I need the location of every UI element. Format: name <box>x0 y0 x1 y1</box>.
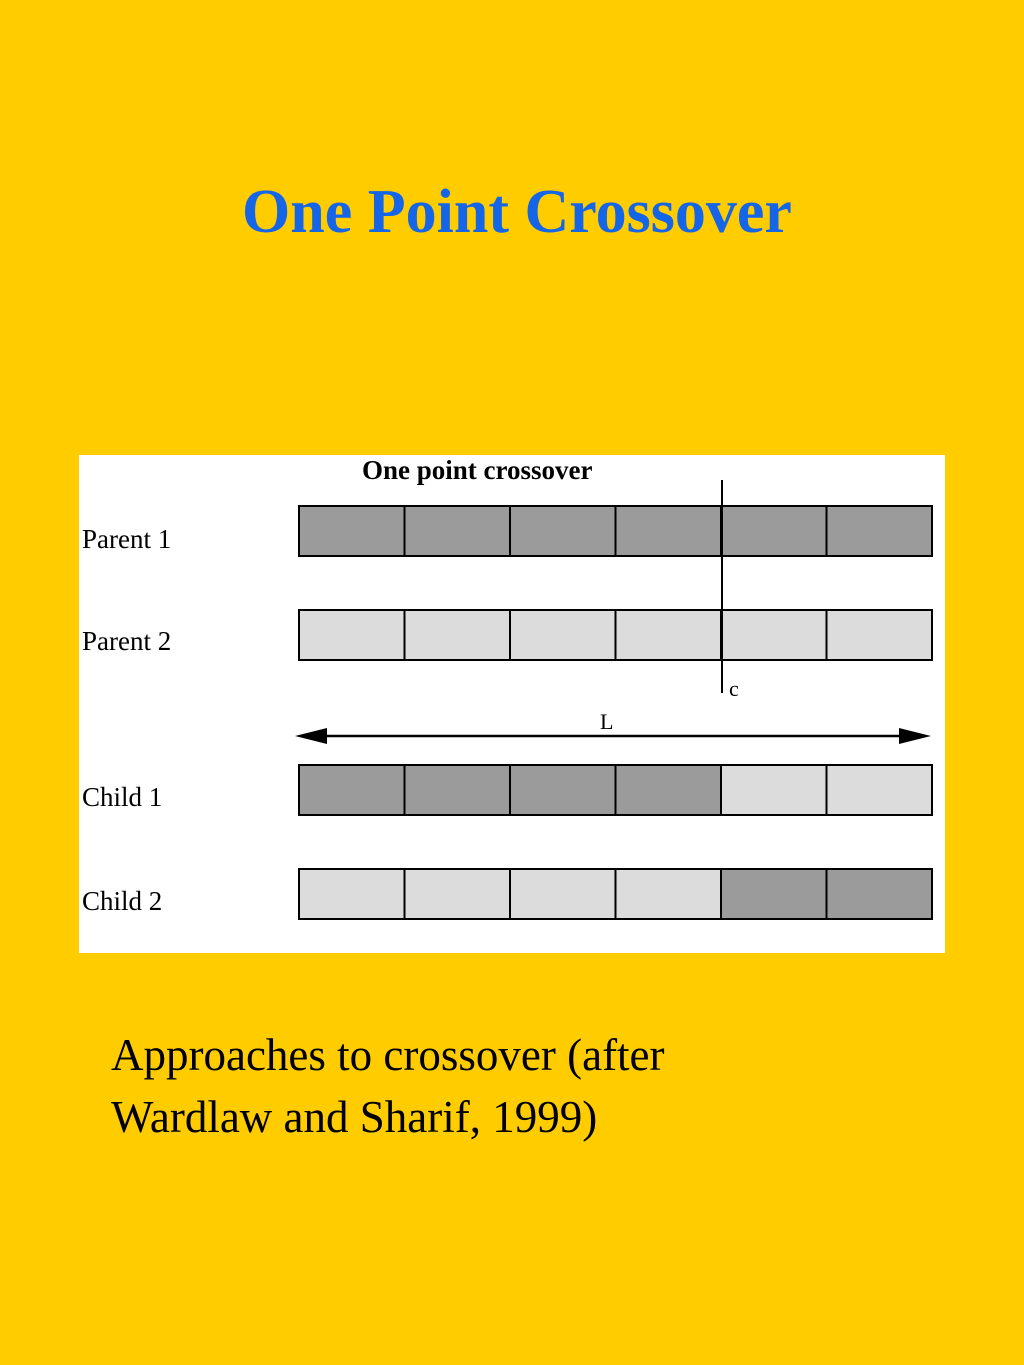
parent-2-gene-1 <box>299 610 405 660</box>
caption-line-1: Approaches to crossover (after <box>111 1030 665 1080</box>
parent-1-gene-6 <box>827 506 933 556</box>
child-1-gene-5 <box>721 765 827 815</box>
row-label-child-1: Child 1 <box>82 782 163 812</box>
parent-1-gene-5 <box>721 506 827 556</box>
crossover-diagram <box>79 455 945 953</box>
length-arrow-right-head <box>899 728 931 744</box>
parent-2-gene-3 <box>510 610 616 660</box>
crossover-point-label: c <box>729 676 739 701</box>
child-2-gene-6 <box>827 869 933 919</box>
chromosome-rows <box>299 506 932 919</box>
parent-1-gene-3 <box>510 506 616 556</box>
length-label: L <box>600 709 614 734</box>
parent-2-gene-2 <box>405 610 511 660</box>
child-1-gene-6 <box>827 765 933 815</box>
parent-1-gene-1 <box>299 506 405 556</box>
row-labels <box>82 524 171 916</box>
crossover-diagram-svg <box>79 455 945 953</box>
row-label-parent-1: Parent 1 <box>82 524 172 554</box>
child-2-gene-1 <box>299 869 405 919</box>
child-2-gene-2 <box>405 869 511 919</box>
child-2-gene-3 <box>510 869 616 919</box>
slide-caption <box>111 1024 871 1148</box>
parent-1-gene-2 <box>405 506 511 556</box>
slide-title: One Point Crossover <box>242 178 792 246</box>
row-label-parent-2: Parent 2 <box>82 626 172 656</box>
row-label-child-2: Child 2 <box>82 886 163 916</box>
parent-2-gene-5 <box>721 610 827 660</box>
diagram-title: One point crossover <box>362 455 593 485</box>
child-1-gene-3 <box>510 765 616 815</box>
parent-1-gene-4 <box>616 506 722 556</box>
child-2-gene-4 <box>616 869 722 919</box>
length-arrow-left-head <box>295 728 327 744</box>
child-1-gene-2 <box>405 765 511 815</box>
caption-line-2: Wardlaw and Sharif, 1999) <box>111 1092 598 1142</box>
parent-2-gene-6 <box>827 610 933 660</box>
child-2-gene-5 <box>721 869 827 919</box>
child-1-gene-4 <box>616 765 722 815</box>
child-1-gene-1 <box>299 765 405 815</box>
parent-2-gene-4 <box>616 610 722 660</box>
